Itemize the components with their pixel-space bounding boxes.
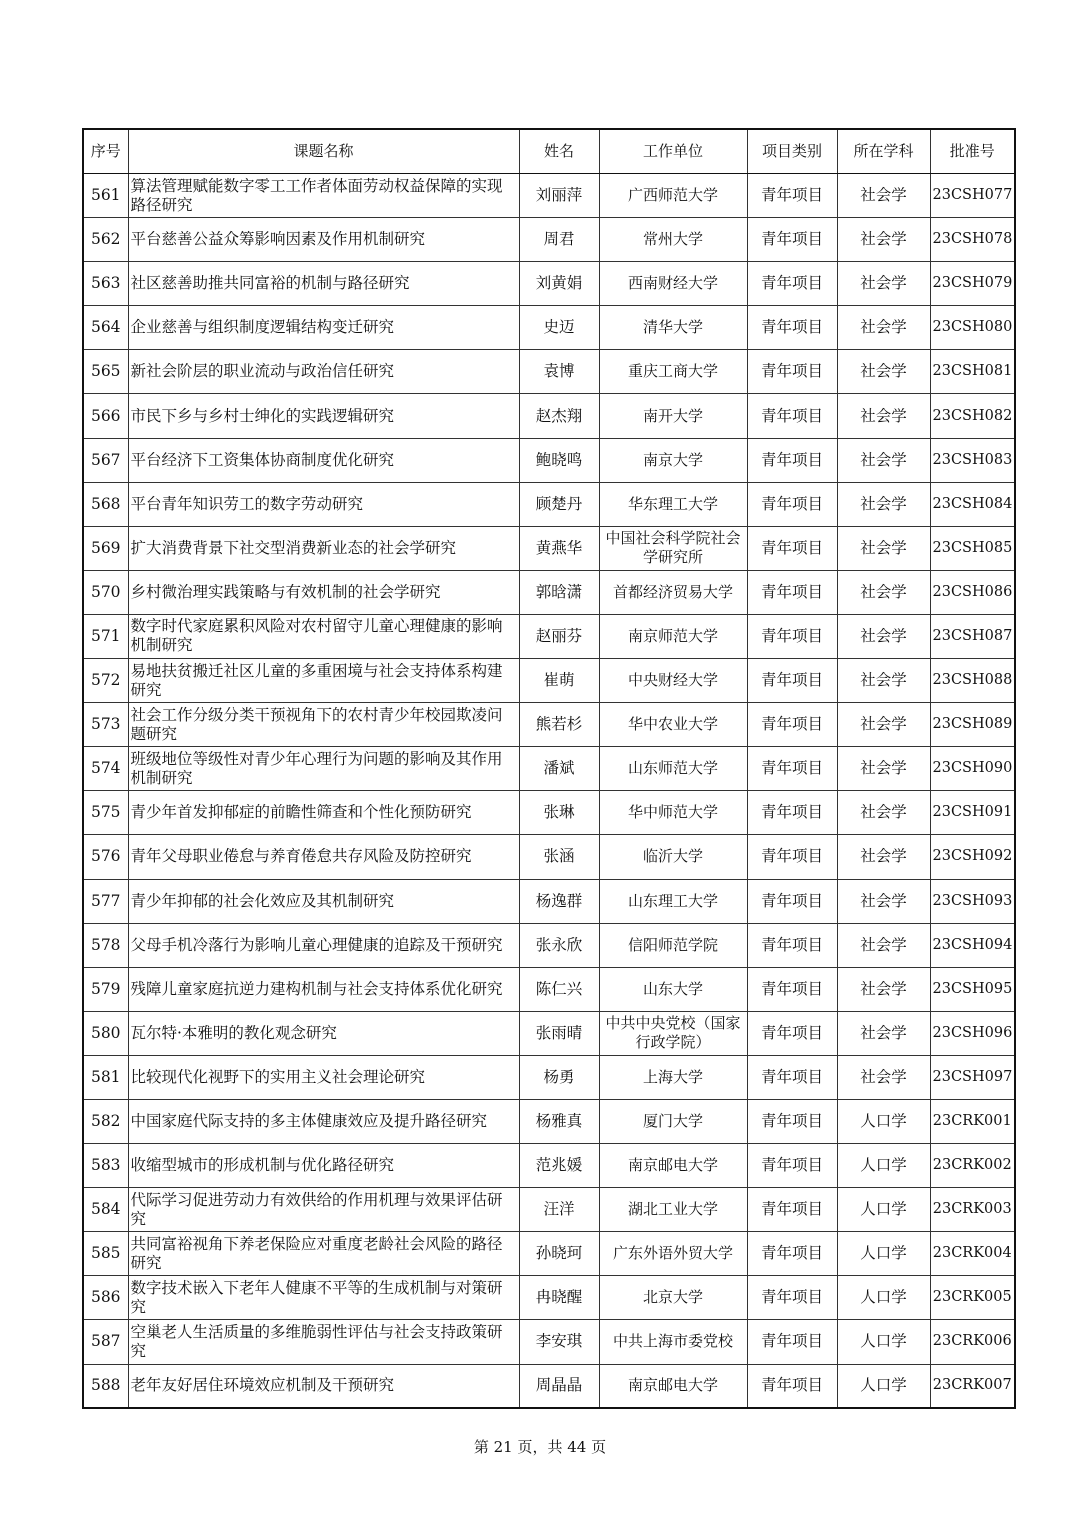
cell-name: 史迈 — [519, 306, 599, 350]
cell-category: 青年项目 — [747, 1144, 837, 1188]
cell-name: 张琳 — [519, 791, 599, 835]
table-row — [83, 703, 1015, 747]
cell-unit: 常州大学 — [599, 218, 747, 262]
cell-unit: 山东理工大学 — [599, 879, 747, 923]
cell-category: 青年项目 — [747, 923, 837, 967]
project-table — [82, 128, 1016, 1409]
cell-title: 共同富裕视角下养老保险应对重度老龄社会风险的路径研究 — [128, 1232, 519, 1276]
cell-title: 平台慈善公益众筹影响因素及作用机制研究 — [128, 218, 519, 262]
cell-id: 23CSH095 — [930, 967, 1015, 1011]
cell-name: 杨勇 — [519, 1055, 599, 1099]
cell-title: 代际学习促进劳动力有效供给的作用机理与效果评估研究 — [128, 1188, 519, 1232]
cell-unit: 南京邮电大学 — [599, 1144, 747, 1188]
cell-category: 青年项目 — [747, 791, 837, 835]
cell-no: 567 — [83, 438, 128, 482]
cell-id: 23CRK007 — [930, 1364, 1015, 1408]
cell-no: 579 — [83, 967, 128, 1011]
table-row — [83, 306, 1015, 350]
cell-category: 青年项目 — [747, 1011, 837, 1055]
table-row — [83, 1099, 1015, 1143]
cell-subject: 人口学 — [837, 1320, 930, 1364]
cell-name: 鲍晓鸣 — [519, 438, 599, 482]
table-row — [83, 614, 1015, 658]
cell-name: 黄燕华 — [519, 526, 599, 570]
cell-no: 568 — [83, 482, 128, 526]
cell-unit: 华中师范大学 — [599, 791, 747, 835]
cell-title: 瓦尔特·本雅明的教化观念研究 — [128, 1011, 519, 1055]
cell-no: 581 — [83, 1055, 128, 1099]
cell-unit: 首都经济贸易大学 — [599, 570, 747, 614]
cell-category: 青年项目 — [747, 1188, 837, 1232]
cell-subject: 社会学 — [837, 703, 930, 747]
cell-unit: 南京邮电大学 — [599, 1364, 747, 1408]
cell-subject: 社会学 — [837, 879, 930, 923]
table-row — [83, 879, 1015, 923]
cell-category: 青年项目 — [747, 438, 837, 482]
cell-category: 青年项目 — [747, 747, 837, 791]
cell-no: 571 — [83, 614, 128, 658]
cell-title: 父母手机冷落行为影响儿童心理健康的追踪及干预研究 — [128, 923, 519, 967]
table-row — [83, 1055, 1015, 1099]
cell-category: 青年项目 — [747, 835, 837, 879]
cell-title: 中国家庭代际支持的多主体健康效应及提升路径研究 — [128, 1099, 519, 1143]
cell-subject: 人口学 — [837, 1232, 930, 1276]
cell-category: 青年项目 — [747, 306, 837, 350]
cell-id: 23CSH082 — [930, 394, 1015, 438]
cell-subject: 社会学 — [837, 394, 930, 438]
table-row — [83, 526, 1015, 570]
cell-subject: 社会学 — [837, 791, 930, 835]
cell-category: 青年项目 — [747, 967, 837, 1011]
cell-name: 范兆媛 — [519, 1144, 599, 1188]
cell-id: 23CSH079 — [930, 262, 1015, 306]
table-row — [83, 1011, 1015, 1055]
cell-id: 23CRK004 — [930, 1232, 1015, 1276]
cell-name: 赵丽芬 — [519, 614, 599, 658]
cell-category: 青年项目 — [747, 174, 837, 218]
cell-id: 23CSH081 — [930, 350, 1015, 394]
cell-unit: 华中农业大学 — [599, 703, 747, 747]
cell-no: 570 — [83, 570, 128, 614]
cell-id: 23CRK005 — [930, 1276, 1015, 1320]
cell-no: 584 — [83, 1188, 128, 1232]
cell-category: 青年项目 — [747, 1364, 837, 1408]
cell-no: 565 — [83, 350, 128, 394]
cell-category: 青年项目 — [747, 350, 837, 394]
cell-name: 张永欣 — [519, 923, 599, 967]
cell-no: 569 — [83, 526, 128, 570]
table-row — [83, 1188, 1015, 1232]
cell-unit: 华东理工大学 — [599, 482, 747, 526]
cell-subject: 人口学 — [837, 1276, 930, 1320]
table-body — [83, 174, 1015, 1409]
cell-unit: 北京大学 — [599, 1276, 747, 1320]
table-row — [83, 791, 1015, 835]
cell-subject: 社会学 — [837, 1011, 930, 1055]
cell-subject: 社会学 — [837, 526, 930, 570]
cell-id: 23CSH086 — [930, 570, 1015, 614]
cell-no: 564 — [83, 306, 128, 350]
cell-no: 577 — [83, 879, 128, 923]
cell-name: 刘丽萍 — [519, 174, 599, 218]
cell-category: 青年项目 — [747, 218, 837, 262]
cell-title: 市民下乡与乡村士绅化的实践逻辑研究 — [128, 394, 519, 438]
cell-name: 李安琪 — [519, 1320, 599, 1364]
cell-subject: 人口学 — [837, 1188, 930, 1232]
cell-subject: 社会学 — [837, 306, 930, 350]
table-row — [83, 1364, 1015, 1408]
table-row — [83, 174, 1015, 218]
cell-title: 易地扶贫搬迁社区儿童的多重困境与社会支持体系构建研究 — [128, 659, 519, 703]
cell-id: 23CSH078 — [930, 218, 1015, 262]
table-row — [83, 482, 1015, 526]
header-name: 姓名 — [519, 129, 599, 174]
cell-subject: 社会学 — [837, 570, 930, 614]
cell-category: 青年项目 — [747, 526, 837, 570]
cell-name: 杨逸群 — [519, 879, 599, 923]
cell-unit: 厦门大学 — [599, 1099, 747, 1143]
cell-no: 563 — [83, 262, 128, 306]
cell-subject: 社会学 — [837, 174, 930, 218]
cell-title: 比较现代化视野下的实用主义社会理论研究 — [128, 1055, 519, 1099]
cell-subject: 社会学 — [837, 835, 930, 879]
cell-subject: 人口学 — [837, 1144, 930, 1188]
cell-subject: 社会学 — [837, 1055, 930, 1099]
cell-id: 23CRK001 — [930, 1099, 1015, 1143]
table-row — [83, 262, 1015, 306]
cell-title: 社区慈善助推共同富裕的机制与路径研究 — [128, 262, 519, 306]
table-row — [83, 923, 1015, 967]
header-row — [83, 129, 1015, 174]
cell-subject: 社会学 — [837, 659, 930, 703]
cell-unit: 信阳师范学院 — [599, 923, 747, 967]
cell-id: 23CSH088 — [930, 659, 1015, 703]
cell-subject: 社会学 — [837, 747, 930, 791]
cell-name: 周君 — [519, 218, 599, 262]
cell-unit: 南京大学 — [599, 438, 747, 482]
cell-category: 青年项目 — [747, 262, 837, 306]
cell-name: 陈仁兴 — [519, 967, 599, 1011]
cell-no: 580 — [83, 1011, 128, 1055]
cell-unit: 重庆工商大学 — [599, 350, 747, 394]
cell-unit: 中共中央党校（国家行政学院） — [599, 1011, 747, 1055]
cell-no: 562 — [83, 218, 128, 262]
cell-subject: 社会学 — [837, 350, 930, 394]
table-row — [83, 350, 1015, 394]
cell-id: 23CSH094 — [930, 923, 1015, 967]
cell-id: 23CRK003 — [930, 1188, 1015, 1232]
cell-id: 23CSH080 — [930, 306, 1015, 350]
cell-id: 23CSH091 — [930, 791, 1015, 835]
cell-id: 23CRK002 — [930, 1144, 1015, 1188]
cell-title: 新社会阶层的职业流动与政治信任研究 — [128, 350, 519, 394]
table-row — [83, 659, 1015, 703]
cell-no: 587 — [83, 1320, 128, 1364]
cell-name: 郭晗潇 — [519, 570, 599, 614]
cell-title: 青年父母职业倦怠与养育倦怠共存风险及防控研究 — [128, 835, 519, 879]
cell-subject: 人口学 — [837, 1099, 930, 1143]
cell-unit: 南京师范大学 — [599, 614, 747, 658]
cell-name: 汪洋 — [519, 1188, 599, 1232]
cell-category: 青年项目 — [747, 570, 837, 614]
cell-name: 赵杰翔 — [519, 394, 599, 438]
cell-subject: 社会学 — [837, 482, 930, 526]
cell-id: 23CSH093 — [930, 879, 1015, 923]
cell-subject: 社会学 — [837, 262, 930, 306]
cell-name: 张涵 — [519, 835, 599, 879]
cell-title: 社会工作分级分类干预视角下的农村青少年校园欺凌问题研究 — [128, 703, 519, 747]
cell-category: 青年项目 — [747, 614, 837, 658]
cell-title: 数字时代家庭累积风险对农村留守儿童心理健康的影响机制研究 — [128, 614, 519, 658]
cell-no: 576 — [83, 835, 128, 879]
cell-id: 23CSH083 — [930, 438, 1015, 482]
cell-name: 孙晓珂 — [519, 1232, 599, 1276]
cell-name: 潘斌 — [519, 747, 599, 791]
cell-id: 23CSH084 — [930, 482, 1015, 526]
cell-name: 张雨晴 — [519, 1011, 599, 1055]
cell-title: 企业慈善与组织制度逻辑结构变迁研究 — [128, 306, 519, 350]
cell-category: 青年项目 — [747, 659, 837, 703]
cell-title: 班级地位等级性对青少年心理行为问题的影响及其作用机制研究 — [128, 747, 519, 791]
cell-no: 585 — [83, 1232, 128, 1276]
table-row — [83, 1320, 1015, 1364]
cell-unit: 中国社会科学院社会学研究所 — [599, 526, 747, 570]
cell-unit: 临沂大学 — [599, 835, 747, 879]
cell-subject: 社会学 — [837, 438, 930, 482]
cell-category: 青年项目 — [747, 879, 837, 923]
cell-category: 青年项目 — [747, 1055, 837, 1099]
cell-unit: 上海大学 — [599, 1055, 747, 1099]
cell-name: 冉晓醒 — [519, 1276, 599, 1320]
cell-no: 573 — [83, 703, 128, 747]
cell-unit: 山东大学 — [599, 967, 747, 1011]
cell-category: 青年项目 — [747, 1232, 837, 1276]
cell-unit: 清华大学 — [599, 306, 747, 350]
cell-category: 青年项目 — [747, 1276, 837, 1320]
cell-name: 刘黄娟 — [519, 262, 599, 306]
cell-id: 23CRK006 — [930, 1320, 1015, 1364]
cell-id: 23CSH085 — [930, 526, 1015, 570]
header-no: 序号 — [83, 129, 128, 174]
table-row — [83, 394, 1015, 438]
table-row — [83, 438, 1015, 482]
cell-no: 572 — [83, 659, 128, 703]
table-row — [83, 835, 1015, 879]
cell-unit: 西南财经大学 — [599, 262, 747, 306]
cell-unit: 广西师范大学 — [599, 174, 747, 218]
cell-name: 熊若杉 — [519, 703, 599, 747]
cell-no: 575 — [83, 791, 128, 835]
table-header — [83, 129, 1015, 174]
cell-title: 乡村微治理实践策略与有效机制的社会学研究 — [128, 570, 519, 614]
cell-category: 青年项目 — [747, 1099, 837, 1143]
header-id: 批准号 — [930, 129, 1015, 174]
table-row — [83, 570, 1015, 614]
table-row — [83, 967, 1015, 1011]
table-row — [83, 218, 1015, 262]
cell-unit: 广东外语外贸大学 — [599, 1232, 747, 1276]
cell-category: 青年项目 — [747, 1320, 837, 1364]
cell-title: 青少年抑郁的社会化效应及其机制研究 — [128, 879, 519, 923]
cell-unit: 山东师范大学 — [599, 747, 747, 791]
cell-title: 收缩型城市的形成机制与优化路径研究 — [128, 1144, 519, 1188]
cell-id: 23CSH087 — [930, 614, 1015, 658]
cell-no: 588 — [83, 1364, 128, 1408]
cell-category: 青年项目 — [747, 703, 837, 747]
cell-unit: 中央财经大学 — [599, 659, 747, 703]
header-subject: 所在学科 — [837, 129, 930, 174]
header-category: 项目类别 — [747, 129, 837, 174]
cell-id: 23CSH089 — [930, 703, 1015, 747]
cell-unit: 湖北工业大学 — [599, 1188, 747, 1232]
page-footer: 第 21 页，共 44 页 — [473, 1438, 607, 1456]
header-unit: 工作单位 — [599, 129, 747, 174]
cell-unit: 南开大学 — [599, 394, 747, 438]
cell-no: 582 — [83, 1099, 128, 1143]
cell-subject: 社会学 — [837, 218, 930, 262]
cell-name: 崔萌 — [519, 659, 599, 703]
cell-title: 算法管理赋能数字零工工作者体面劳动权益保障的实现路径研究 — [128, 174, 519, 218]
cell-no: 583 — [83, 1144, 128, 1188]
cell-subject: 社会学 — [837, 967, 930, 1011]
cell-category: 青年项目 — [747, 394, 837, 438]
table-row — [83, 1276, 1015, 1320]
cell-no: 574 — [83, 747, 128, 791]
cell-title: 平台青年知识劳工的数字劳动研究 — [128, 482, 519, 526]
cell-name: 袁博 — [519, 350, 599, 394]
table-row — [83, 1144, 1015, 1188]
table-row — [83, 747, 1015, 791]
cell-no: 578 — [83, 923, 128, 967]
cell-title: 空巢老人生活质量的多维脆弱性评估与社会支持政策研究 — [128, 1320, 519, 1364]
cell-id: 23CSH090 — [930, 747, 1015, 791]
cell-title: 数字技术嵌入下老年人健康不平等的生成机制与对策研究 — [128, 1276, 519, 1320]
cell-title: 平台经济下工资集体协商制度优化研究 — [128, 438, 519, 482]
cell-name: 顾楚丹 — [519, 482, 599, 526]
cell-title: 老年友好居住环境效应机制及干预研究 — [128, 1364, 519, 1408]
cell-id: 23CSH097 — [930, 1055, 1015, 1099]
cell-name: 周晶晶 — [519, 1364, 599, 1408]
cell-no: 586 — [83, 1276, 128, 1320]
cell-subject: 社会学 — [837, 923, 930, 967]
cell-category: 青年项目 — [747, 482, 837, 526]
table-row — [83, 1232, 1015, 1276]
cell-unit: 中共上海市委党校 — [599, 1320, 747, 1364]
cell-subject: 社会学 — [837, 614, 930, 658]
cell-id: 23CSH077 — [930, 174, 1015, 218]
cell-name: 杨雅真 — [519, 1099, 599, 1143]
cell-no: 566 — [83, 394, 128, 438]
header-title: 课题名称 — [128, 129, 519, 174]
cell-id: 23CSH092 — [930, 835, 1015, 879]
cell-title: 残障儿童家庭抗逆力建构机制与社会支持体系优化研究 — [128, 967, 519, 1011]
cell-no: 561 — [83, 174, 128, 218]
cell-subject: 人口学 — [837, 1364, 930, 1408]
cell-title: 青少年首发抑郁症的前瞻性筛查和个性化预防研究 — [128, 791, 519, 835]
cell-id: 23CSH096 — [930, 1011, 1015, 1055]
cell-title: 扩大消费背景下社交型消费新业态的社会学研究 — [128, 526, 519, 570]
